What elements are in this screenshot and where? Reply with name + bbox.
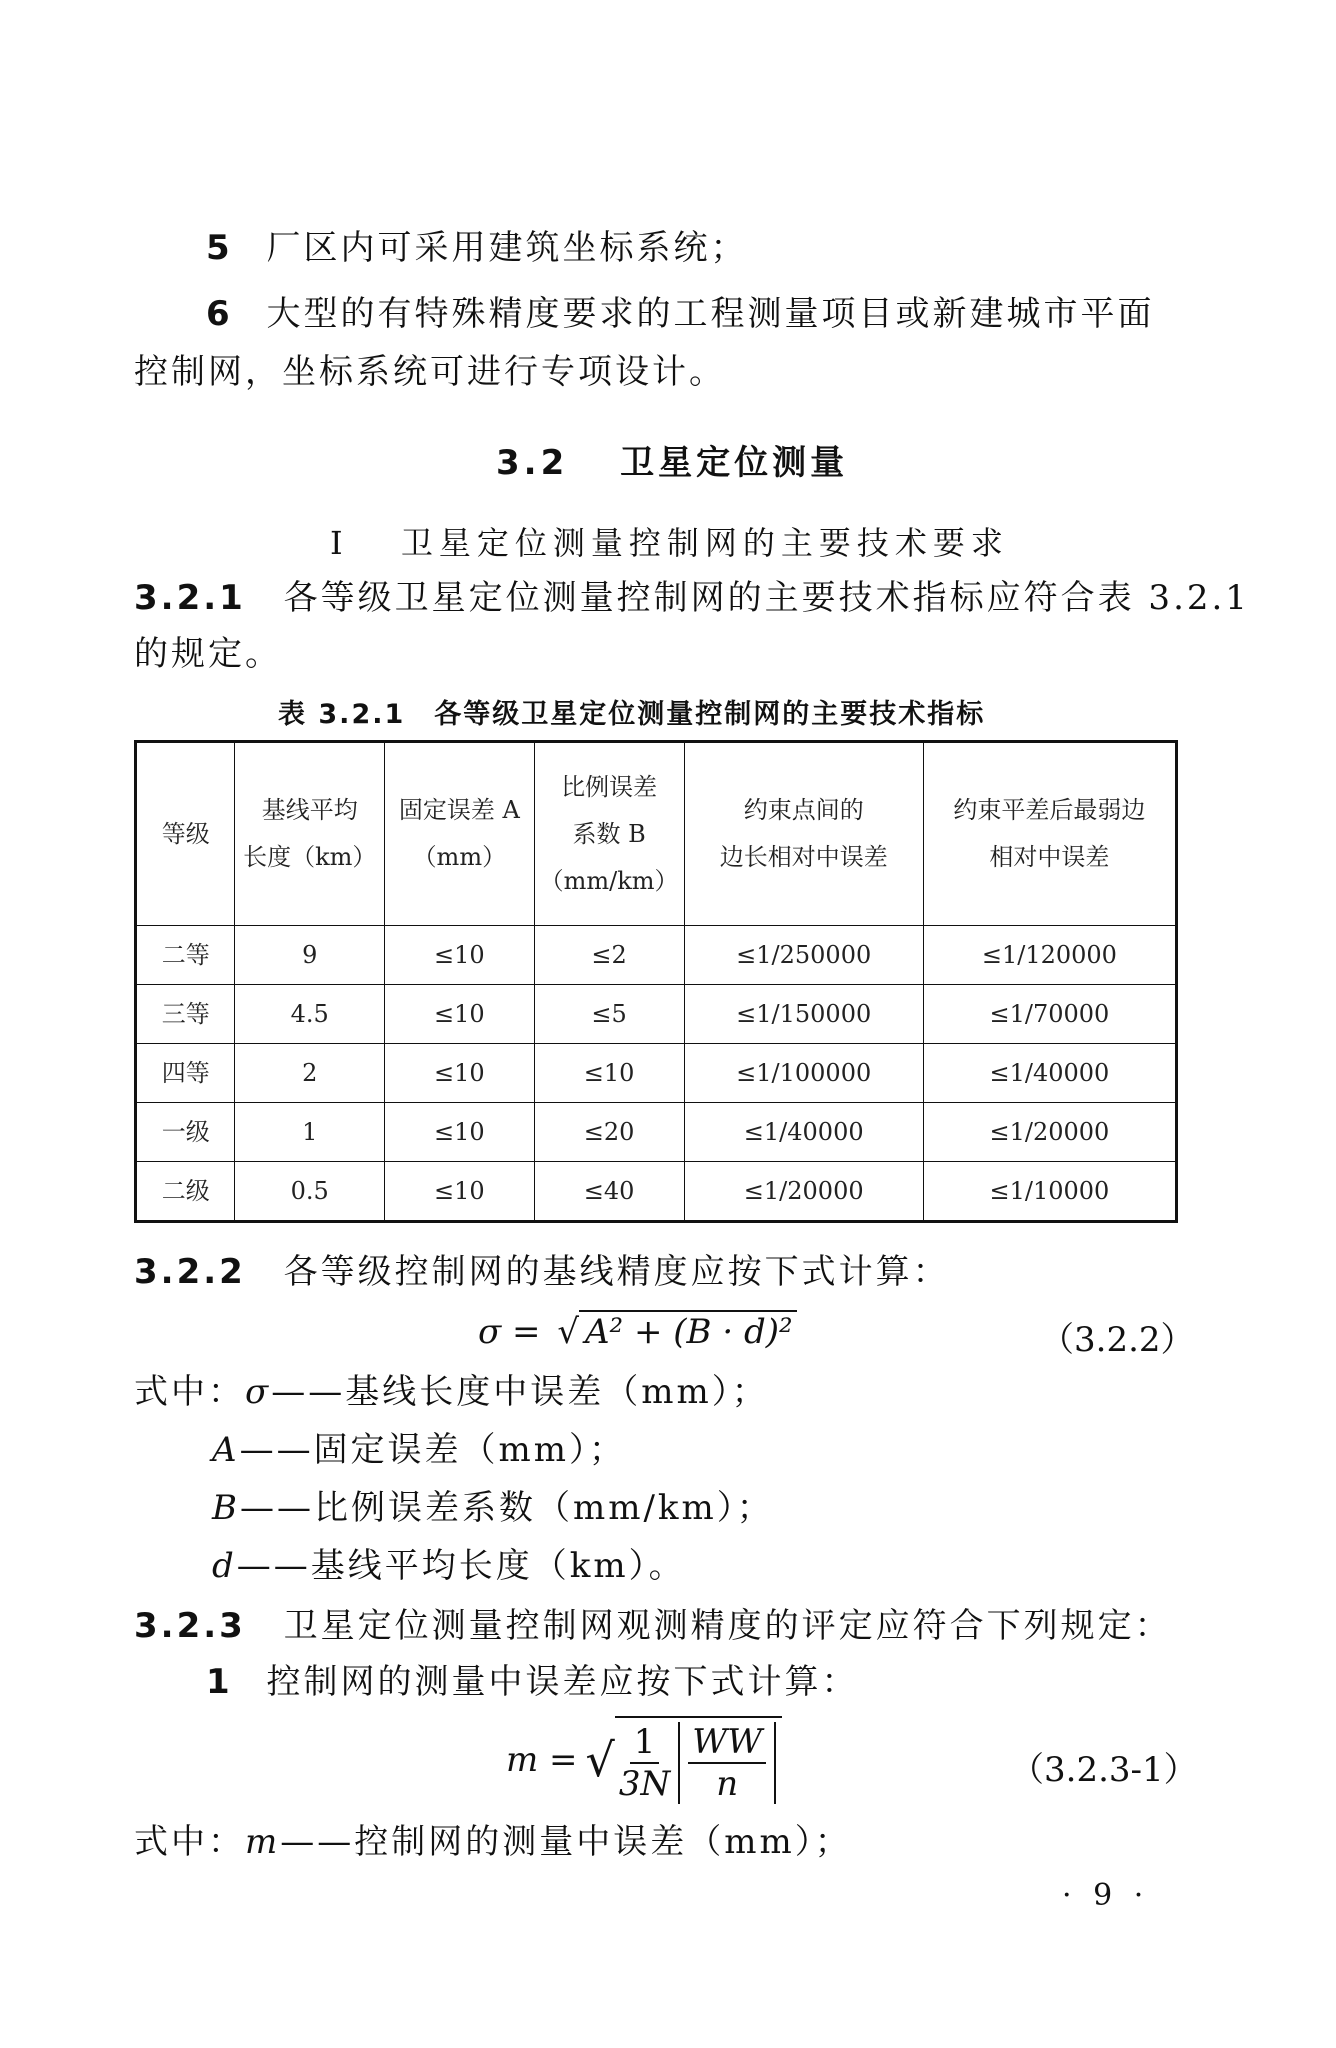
where-symbol: m: [245, 1822, 281, 1862]
table-cell: ≤10: [385, 1103, 535, 1162]
table-header-row: [136, 742, 1177, 926]
table-cell: ≤20: [534, 1103, 684, 1162]
list-item-6: [206, 292, 1154, 336]
clause-text: 各等级控制网的基线精度应按下式计算：: [283, 1252, 950, 1292]
table-row: [136, 1162, 1177, 1222]
table-cell: ≤1/150000: [684, 985, 923, 1044]
table-cell: ≤1/10000: [923, 1162, 1176, 1222]
list-number: 5: [206, 228, 233, 268]
sqrt-body: [615, 1716, 782, 1804]
table-cell: ≤10: [385, 985, 535, 1044]
fraction-denominator: n: [716, 1764, 739, 1804]
clause-3-2-1: [134, 576, 1250, 620]
table-row: [136, 926, 1177, 985]
formula-lhs: σ =: [478, 1312, 541, 1352]
table-cell: ≤1/20000: [684, 1162, 923, 1222]
clause-number: 3.2.3: [134, 1606, 246, 1646]
formula-number: （3.2.3-1）: [1010, 1750, 1198, 1790]
sqrt-sign: √: [557, 1312, 579, 1352]
section-number: 3.2: [496, 443, 569, 483]
sqrt-sign: √: [585, 1733, 615, 1787]
clause-3-2-3: [134, 1604, 1172, 1648]
where-line-d: [212, 1544, 686, 1588]
where-line-sigma: [134, 1370, 769, 1414]
header-proportional-error: 比例误差 系数 B （mm/km）: [534, 742, 684, 926]
table-cell: 四等: [136, 1044, 235, 1103]
where-line-b: [212, 1486, 774, 1530]
section-title: 卫星定位测量: [620, 443, 849, 483]
section-heading: [496, 435, 848, 484]
table-cell: 1: [235, 1103, 385, 1162]
table-cell: ≤10: [385, 1162, 535, 1222]
formula-radicand: A² + (B · d)²: [579, 1310, 797, 1352]
subsection-roman: Ⅰ: [330, 524, 349, 562]
page-number: · 9 ·: [1062, 1878, 1150, 1913]
header-weakest-side-error: 约束平差后最弱边 相对中误差: [923, 742, 1176, 926]
table-cell: ≤2: [534, 926, 684, 985]
where-prefix: 式中：: [134, 1372, 245, 1412]
where-symbol: A: [212, 1430, 240, 1470]
where-desc: ——基线长度中误差（mm）；: [271, 1372, 769, 1412]
where-symbol: d: [212, 1546, 237, 1586]
clause-text: 卫星定位测量控制网观测精度的评定应符合下列规定：: [283, 1606, 1172, 1646]
table-caption: 表 3.2.1 各等级卫星定位测量控制网的主要技术指标: [278, 699, 986, 730]
table-cell: 9: [235, 926, 385, 985]
where-desc: ——固定误差（mm）；: [239, 1430, 627, 1470]
header-fixed-error: 固定误差 A （mm）: [385, 742, 535, 926]
clause-text-continuation: 的规定。: [134, 634, 282, 674]
fraction-outer: [619, 1722, 670, 1804]
where-symbol: σ: [245, 1372, 272, 1412]
formula-lhs: m =: [506, 1740, 578, 1780]
list-item-5: [206, 226, 747, 270]
table-cell: ≤1/40000: [684, 1103, 923, 1162]
table-row: [136, 1103, 1177, 1162]
where-desc: ——基线平均长度（km）。: [236, 1546, 686, 1586]
where-desc: ——控制网的测量中误差（mm）；: [280, 1822, 852, 1862]
table-cell: 二等: [136, 926, 235, 985]
table-cell: ≤10: [385, 926, 535, 985]
table-cell: ≤1/250000: [684, 926, 923, 985]
table-cell: 二级: [136, 1162, 235, 1222]
table-cell: ≤10: [385, 1044, 535, 1103]
list-text: 控制网的测量中误差应按下式计算：: [266, 1662, 859, 1702]
table-cell: ≤1/120000: [923, 926, 1176, 985]
clause-3-2-2: [134, 1250, 950, 1294]
clause-number: 3.2.2: [134, 1252, 246, 1292]
list-number: 1: [206, 1662, 233, 1702]
table-cell: 三等: [136, 985, 235, 1044]
formula-3-2-3-1: [506, 1716, 782, 1804]
header-grade: 等级: [136, 742, 235, 926]
table-cell: ≤1/40000: [923, 1044, 1176, 1103]
header-constraint-side-error: 约束点间的 边长相对中误差: [684, 742, 923, 926]
table-cell: 0.5: [235, 1162, 385, 1222]
list-number: 6: [206, 294, 233, 334]
table-cell: ≤40: [534, 1162, 684, 1222]
technical-spec-table: [134, 740, 1178, 1223]
where-symbol: B: [212, 1488, 240, 1528]
clause-number: 3.2.1: [134, 578, 246, 618]
subsection-heading: [330, 518, 1009, 564]
table-row: [136, 1044, 1177, 1103]
table-cell: ≤1/20000: [923, 1103, 1176, 1162]
list-text: 大型的有特殊精度要求的工程测量项目或新建城市平面: [266, 294, 1155, 334]
fraction-inner: [688, 1722, 766, 1804]
table-cell: ≤10: [534, 1044, 684, 1103]
table-cell: 4.5: [235, 985, 385, 1044]
table-cell: ≤1/70000: [923, 985, 1176, 1044]
clause-text: 各等级卫星定位测量控制网的主要技术指标应符合表 3.2.1: [283, 578, 1250, 618]
fraction-numerator: WW: [688, 1722, 766, 1764]
where-line-a: [212, 1428, 626, 1472]
bracket-group: [678, 1722, 776, 1804]
table-row: [136, 985, 1177, 1044]
list-text: 厂区内可采用建筑坐标系统；: [266, 228, 748, 268]
list-text-continuation: 控制网，坐标系统可进行专项设计。: [134, 352, 726, 392]
subsection-title: 卫星定位测量控制网的主要技术要求: [400, 524, 1009, 562]
fraction-denominator: 3N: [618, 1764, 671, 1804]
header-baseline-length: 基线平均 长度（km）: [235, 742, 385, 926]
fraction-numerator: 1: [630, 1722, 660, 1764]
table-cell: 一级: [136, 1103, 235, 1162]
where-prefix: 式中：: [134, 1822, 245, 1862]
where-desc: ——比例误差系数（mm/km）；: [240, 1488, 774, 1528]
formula-3-2-2: [478, 1310, 797, 1352]
where-line-m: [134, 1820, 852, 1864]
clause-3-2-3-item-1: [206, 1660, 858, 1704]
table-cell: ≤1/100000: [684, 1044, 923, 1103]
table-cell: ≤5: [534, 985, 684, 1044]
formula-number: （3.2.2）: [1040, 1320, 1195, 1360]
table-cell: 2: [235, 1044, 385, 1103]
